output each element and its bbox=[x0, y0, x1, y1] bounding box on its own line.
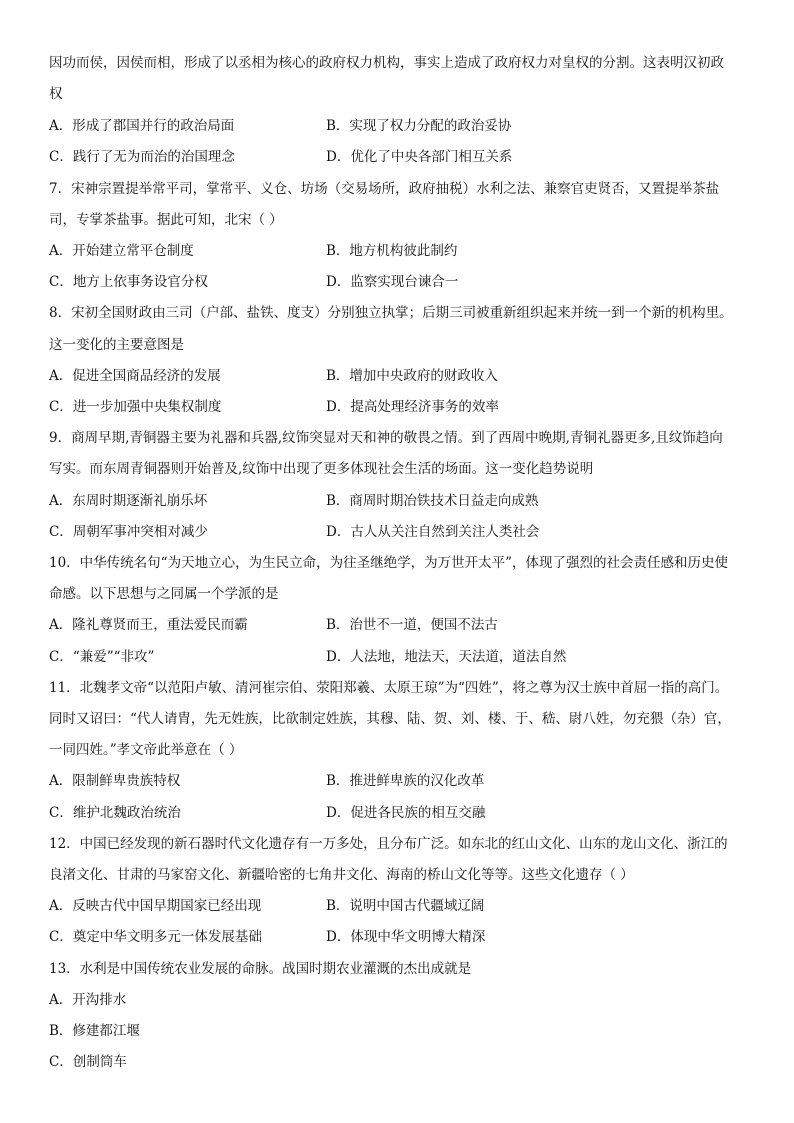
question-10-option-c: C．“兼爱”“非攻” bbox=[49, 649, 155, 665]
question-12-text-line-1: 12．中国已经发现的新石器时代文化遗存有一万多处，且分布广泛。如东北的红山文化、山东的龙山文化、浙江的 bbox=[49, 836, 728, 852]
question-9-option-a: A．东周时期逐渐礼崩乐坏 bbox=[49, 493, 208, 509]
question-8-option-d: D．提高处理经济事务的效率 bbox=[326, 399, 499, 415]
question-6-option-c: C．践行了无为而治的治国理念 bbox=[49, 149, 235, 165]
question-13-option-a: A．开沟排水 bbox=[49, 992, 127, 1008]
question-7-text-line-1: 7．宋神宗置提举常平司，掌常平、义仓、坊场（交易场所，政府抽税）水利之法、兼察官吏贤否，又置提举茶盐 bbox=[49, 181, 720, 197]
question-12-option-b: B．说明中国古代疆域辽阔 bbox=[326, 898, 485, 914]
question-7-text-line-2: 司，专掌茶盐事。据此可知，北宋（ ） bbox=[49, 212, 283, 228]
question-6-text-line-2: 权 bbox=[49, 86, 63, 102]
question-6-text-line-1: 因功而侯，因侯而相，形成了以丞相为核心的政府权力机构，事实上造成了政府权力对皇权的分割。这表明汉初政 bbox=[49, 55, 724, 71]
question-12-option-a: A．反映古代中国早期国家已经出现 bbox=[49, 898, 262, 914]
question-10-text-line-2: 命感。以下思想与之同属一个学派的是 bbox=[49, 586, 279, 602]
question-12-option-c: C．奠定中华文明多元一体发展基础 bbox=[49, 929, 262, 945]
question-9-text-line-2: 写实。而东周青铜器则开始普及,纹饰中出现了更多体现社会生活的场面。这一变化趋势说明 bbox=[49, 461, 594, 477]
question-7-option-c: C．地方上依事务设官分权 bbox=[49, 274, 208, 290]
question-8-text-line-1: 8．宋初全国财政由三司（户部、盐铁、度支）分别独立执掌；后期三司被重新组织起来并统一到一个新的机构里。 bbox=[49, 305, 733, 321]
question-6-option-d: D．优化了中央各部门相互关系 bbox=[326, 149, 513, 165]
question-11-text-line-1: 11．北魏孝文帝“以范阳卢敏、清河崔宗伯、荥阳郑羲、太原王琼”为“四姓”，将之尊为汉士族中首屈一指的高门。 bbox=[49, 680, 729, 696]
question-7-option-b: B．地方机构彼此制约 bbox=[326, 243, 458, 259]
question-8-text-line-2: 这一变化的主要意图是 bbox=[49, 337, 184, 353]
question-10-option-b: B．治世不一道，便国不法古 bbox=[326, 617, 498, 633]
question-13-option-c: C．创制筒车 bbox=[49, 1054, 127, 1070]
question-6-option-b: B．实现了权力分配的政治妥协 bbox=[326, 118, 512, 134]
question-8-option-c: C．进一步加强中央集权制度 bbox=[49, 399, 222, 415]
question-9-text-line-1: 9．商周早期,青铜器主要为礼器和兵器,纹饰突显对天和神的敬畏之情。到了西周中晚期,青铜礼器更多,且纹饰趋向 bbox=[49, 430, 723, 446]
question-9-option-c: C．周朝军事冲突相对减少 bbox=[49, 524, 208, 540]
question-12-text-line-2: 良渚文化、甘肃的马家窑文化、新疆哈密的七角井文化、海南的桥山文化等等。这些文化遗存（ ） bbox=[49, 867, 634, 883]
question-9-option-d: D．古人从关注自然到关注人类社会 bbox=[326, 524, 540, 540]
question-11-option-d: D．促进各民族的相互交融 bbox=[326, 805, 486, 821]
question-11-option-c: C．维护北魏政治统治 bbox=[49, 805, 181, 821]
question-10-text-line-1: 10．中华传统名句“为天地立心，为生民立命，为往圣继绝学，为万世开太平”，体现了强烈的社会责任感和历史使 bbox=[49, 555, 728, 571]
question-13-text-line-1: 13．水利是中国传统农业发展的命脉。战国时期农业灌溉的杰出成就是 bbox=[49, 961, 472, 977]
question-6-option-a: A．形成了郡国并行的政治局面 bbox=[49, 118, 235, 134]
question-11-text-line-2: 同时又诏曰：“代人请胄，先无姓族，比欲制定姓族，其穆、陆、贺、刘、楼、于、嵇、尉八姓，勿充猥（杂）官， bbox=[49, 711, 731, 727]
question-12-option-d: D．体现中华文明博大精深 bbox=[326, 929, 486, 945]
question-13-option-b: B．修建都江堰 bbox=[49, 1023, 140, 1039]
question-11-option-a: A．限制鲜卑贵族特权 bbox=[49, 773, 181, 789]
question-11-option-b: B．推进鲜卑族的汉化改革 bbox=[326, 773, 485, 789]
question-8-option-b: B．增加中央政府的财政收入 bbox=[326, 368, 498, 384]
question-7-option-d: D．监察实现台谏合一 bbox=[326, 274, 459, 290]
question-11-text-line-3: 一同四姓。”孝文帝此举意在（ ） bbox=[49, 742, 243, 758]
question-10-option-d: D．人法地，地法天，天法道，道法自然 bbox=[326, 649, 567, 665]
question-10-option-a: A．隆礼尊贤而王，重法爱民而霸 bbox=[49, 617, 248, 633]
question-9-option-b: B．商周时期冶铁技术日益走向成熟 bbox=[326, 493, 539, 509]
question-7-option-a: A．开始建立常平仓制度 bbox=[49, 243, 194, 259]
question-8-option-a: A．促进全国商品经济的发展 bbox=[49, 368, 221, 384]
